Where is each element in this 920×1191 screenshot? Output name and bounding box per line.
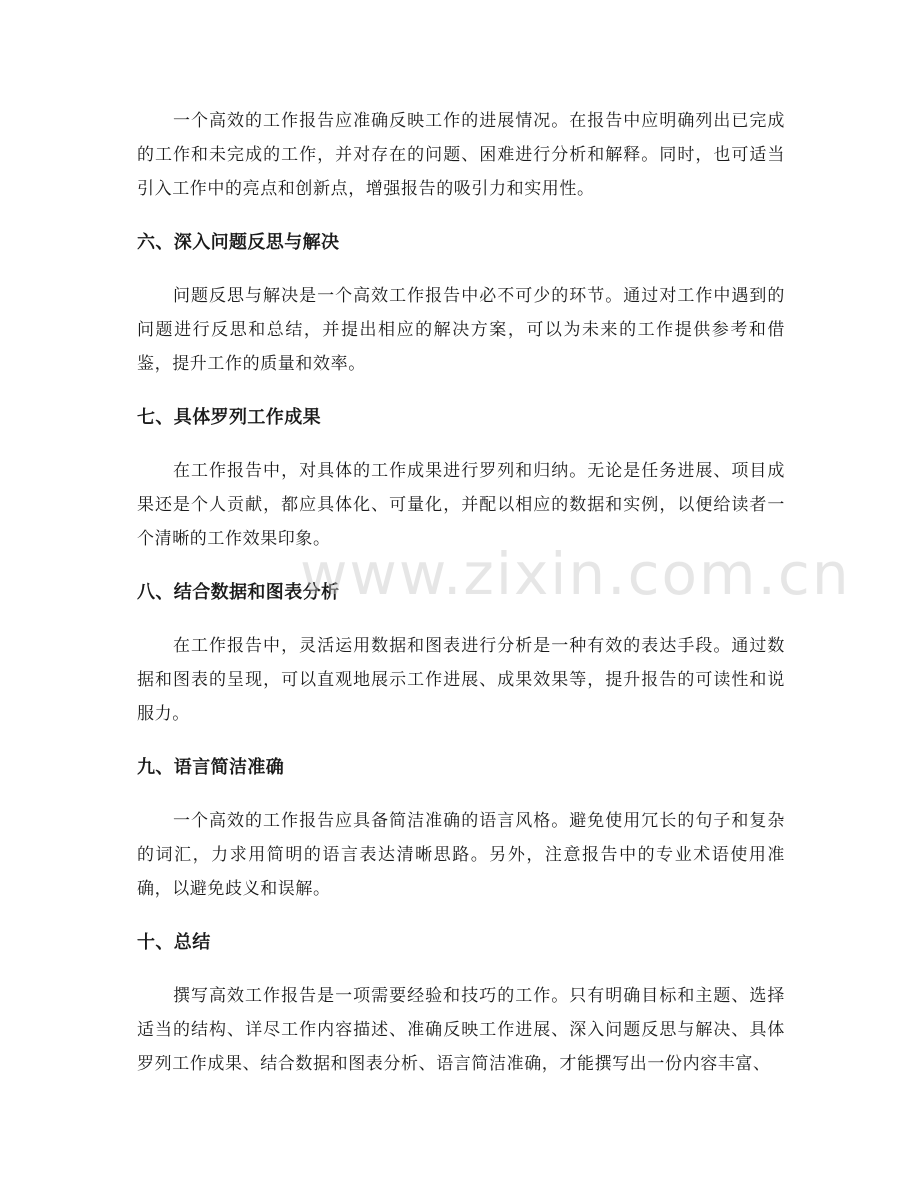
paragraph-language: 一个高效的工作报告应具备简洁准确的语言风格。避免使用冗长的句子和复杂的词汇，力求用简明的语言表达清晰思路。另外，注意报告中的专业术语使用准确，以避免歧义和误解。 bbox=[137, 811, 785, 899]
paragraph-achievements: 在工作报告中，对具体的工作成果进行罗列和归纳。无论是任务进展、项目成果还是个人贡献，都应具体化、可量化，并配以相应的数据和实例，以便给读者一个清晰的工作效果印象。 bbox=[137, 461, 785, 549]
document-body bbox=[137, 104, 851, 1081]
paragraph-progress: 一个高效的工作报告应准确反映工作的进展情况。在报告中应明确列出已完成的工作和未完成的工作，并对存在的问题、困难进行分析和解释。同时，也可适当引入工作中的亮点和创新点，增强报告的吸引力和实用性。 bbox=[137, 111, 785, 199]
heading-language: 九、语言简洁准确 bbox=[137, 757, 285, 778]
heading-summary: 十、总结 bbox=[137, 932, 211, 953]
heading-achievements: 七、具体罗列工作成果 bbox=[137, 407, 321, 428]
heading-reflection: 六、深入问题反思与解决 bbox=[137, 232, 340, 253]
paragraph-data-charts: 在工作报告中，灵活运用数据和图表进行分析是一种有效的表达手段。通过数据和图表的呈现，可以直观地展示工作进展、成果效果等，提升报告的可读性和说服力。 bbox=[137, 636, 785, 724]
heading-data-charts: 八、结合数据和图表分析 bbox=[137, 582, 340, 603]
paragraph-reflection: 问题反思与解决是一个高效工作报告中必不可少的环节。通过对工作中遇到的问题进行反思和总结，并提出相应的解决方案，可以为未来的工作提供参考和借鉴，提升工作的质量和效率。 bbox=[137, 286, 785, 374]
paragraph-summary: 撰写高效工作报告是一项需要经验和技巧的工作。只有明确目标和主题、选择适当的结构、详尽工作内容描述、准确反映工作进展、深入问题反思与解决、具体罗列工作成果、结合数据和图表分析、语言简洁准确，才能撰写出一份内容丰富、 bbox=[137, 986, 785, 1074]
watermark: www.zixin.com.cn bbox=[300, 540, 851, 608]
